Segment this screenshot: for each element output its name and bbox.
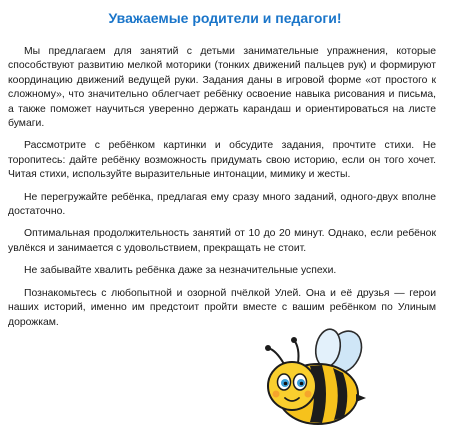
bee-stinger (356, 394, 366, 402)
paragraph-1: Мы предлагаем для занятий с детьми занимательные упражнения, которые способствуют развитию мелкой моторики (тонких движений пальцев рук) и формируют координацию движений ведущей руки. Задания даны в игровой форме «от простого к сложному», что значительно облегчает ребёнку освоение навыка рисования и письма, а также поможет научиться уверенно держать карандаш и ориентироваться на листе бумаги. (8, 46, 436, 130)
paragraph-4: Оптимальная продолжительность занятий от 10 до 20 минут. Однако, если ребёнок увлёкся и занимается с удовольствием, прекращать не стоит. (8, 228, 436, 254)
bee-antenna (268, 348, 284, 364)
intro-text (8, 45, 436, 338)
paragraph-6: Познакомьтесь с любопытной и озорной пчёлкой Улей. Она и её друзья — герои наших историй, именно им предстоит пройти вместе с вашим ребёнком по Улиным дорожкам. (8, 287, 436, 328)
bee-pupil-dot (300, 382, 304, 386)
bee-head (268, 362, 316, 410)
paragraph-5: Не забывайте хвалить ребёнка даже за незначительные успехи. (24, 265, 337, 277)
paragraph-3: Не перегружайте ребёнка, предлагая ему сразу много заданий, одного-двух вполне достаточно. (8, 191, 436, 218)
bee-character-icon (258, 322, 374, 428)
bee-antenna-tip (291, 337, 297, 343)
bee-pupil-dot (284, 382, 288, 386)
bee-antenna-tip (265, 345, 271, 351)
bee-cheek (273, 391, 280, 398)
bee-antenna (294, 340, 299, 363)
page-title: Уважаемые родители и педагоги! (108, 10, 342, 26)
paragraph-2: Рассмотрите с ребёнком картинки и обсудите задания, прочтите стихи. Не торопитесь: дайте ребёнку возможность придумать свою историю, если он того хочет. Читая стихи, используйте выразительные интонации, мимику и жесты. (8, 140, 436, 181)
bee-cheek (305, 391, 312, 398)
